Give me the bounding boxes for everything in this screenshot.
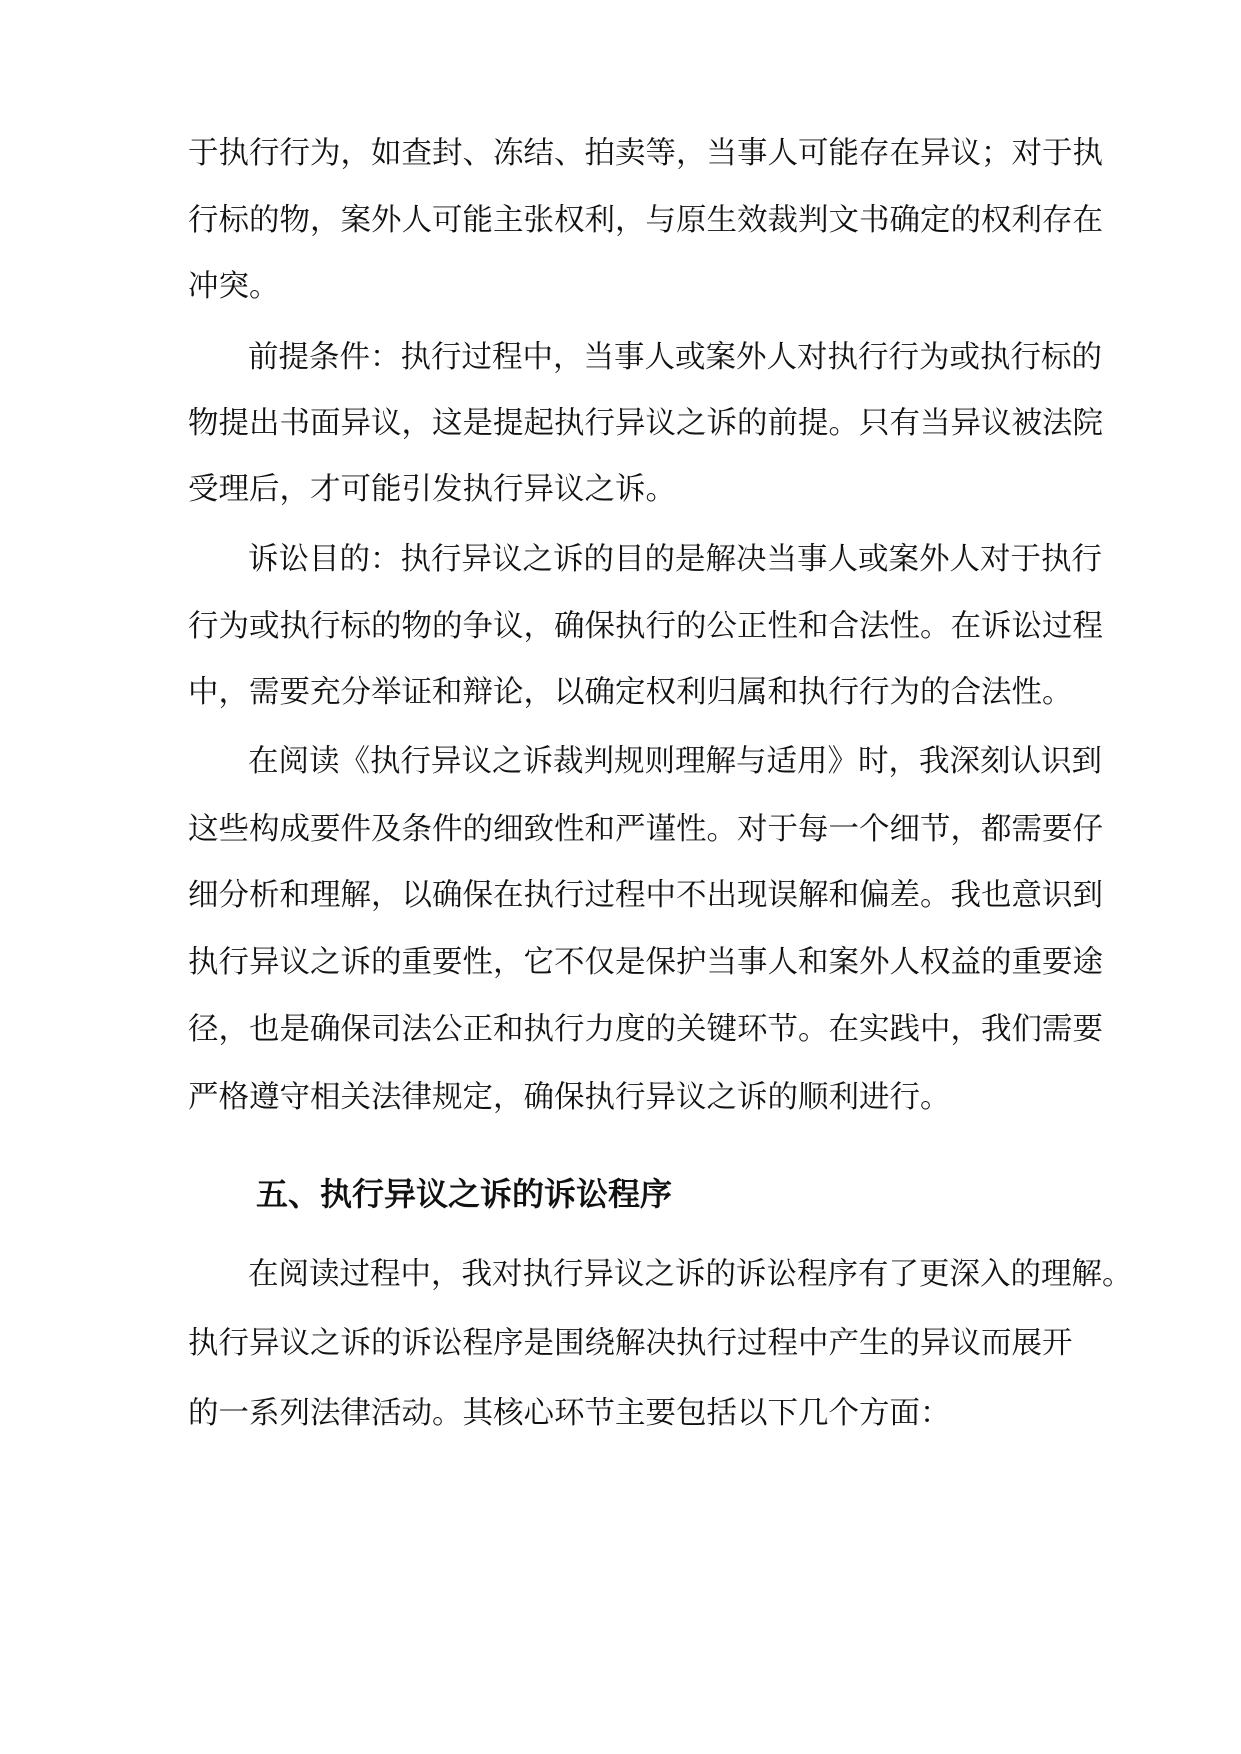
paragraph-line: 行标的物，案外人可能主张权利，与原生效裁判文书确定的权利存在 [188, 203, 1103, 238]
paragraph-line: 诉讼目的：执行异议之诉的目的是解决当事人或案外人对于执行 [248, 542, 1102, 577]
section-heading: 五、执行异议之诉的诉讼程序 [256, 1175, 673, 1213]
paragraph-line: 物提出书面异议，这是提起执行异议之诉的前提。只有当异议被法院 [188, 406, 1103, 441]
paragraph-line: 这些构成要件及条件的细致性和严谨性。对于每一个细节，都需要仔 [188, 812, 1103, 847]
paragraph-line: 执行异议之诉的诉讼程序是围绕解决执行过程中产生的异议而展开 [188, 1326, 1073, 1361]
paragraph-line: 中，需要充分举证和辩论，以确定权利归属和执行行为的合法性。 [188, 675, 1073, 710]
paragraph-line: 在阅读《执行异议之诉裁判规则理解与适用》时，我深刻认识到 [248, 744, 1102, 779]
paragraph-line: 执行异议之诉的重要性，它不仅是保护当事人和案外人权益的重要途 [188, 945, 1103, 980]
paragraph-line: 前提条件：执行过程中，当事人或案外人对执行行为或执行标的 [248, 340, 1102, 375]
paragraph-line: 径，也是确保司法公正和执行力度的关键环节。在实践中，我们需要 [188, 1012, 1103, 1047]
paragraph-line: 严格遵守相关法律规定，确保执行异议之诉的顺利进行。 [188, 1080, 951, 1115]
paragraph-line: 受理后，才可能引发执行异议之诉。 [188, 472, 676, 507]
paragraph-line: 行为或执行标的物的争议，确保执行的公正性和合法性。在诉讼过程 [188, 609, 1103, 644]
paragraph-line: 于执行行为，如查封、冻结、拍卖等，当事人可能存在异议；对于执 [188, 136, 1103, 171]
paragraph-line: 的一系列法律活动。其核心环节主要包括以下几个方面： [188, 1396, 951, 1431]
paragraph-line: 细分析和理解，以确保在执行过程中不出现误解和偏差。我也意识到 [188, 878, 1103, 913]
paragraph-line: 冲突。 [188, 269, 280, 304]
paragraph-line: 在阅读过程中，我对执行异议之诉的诉讼程序有了更深入的理解。 [248, 1257, 1133, 1292]
